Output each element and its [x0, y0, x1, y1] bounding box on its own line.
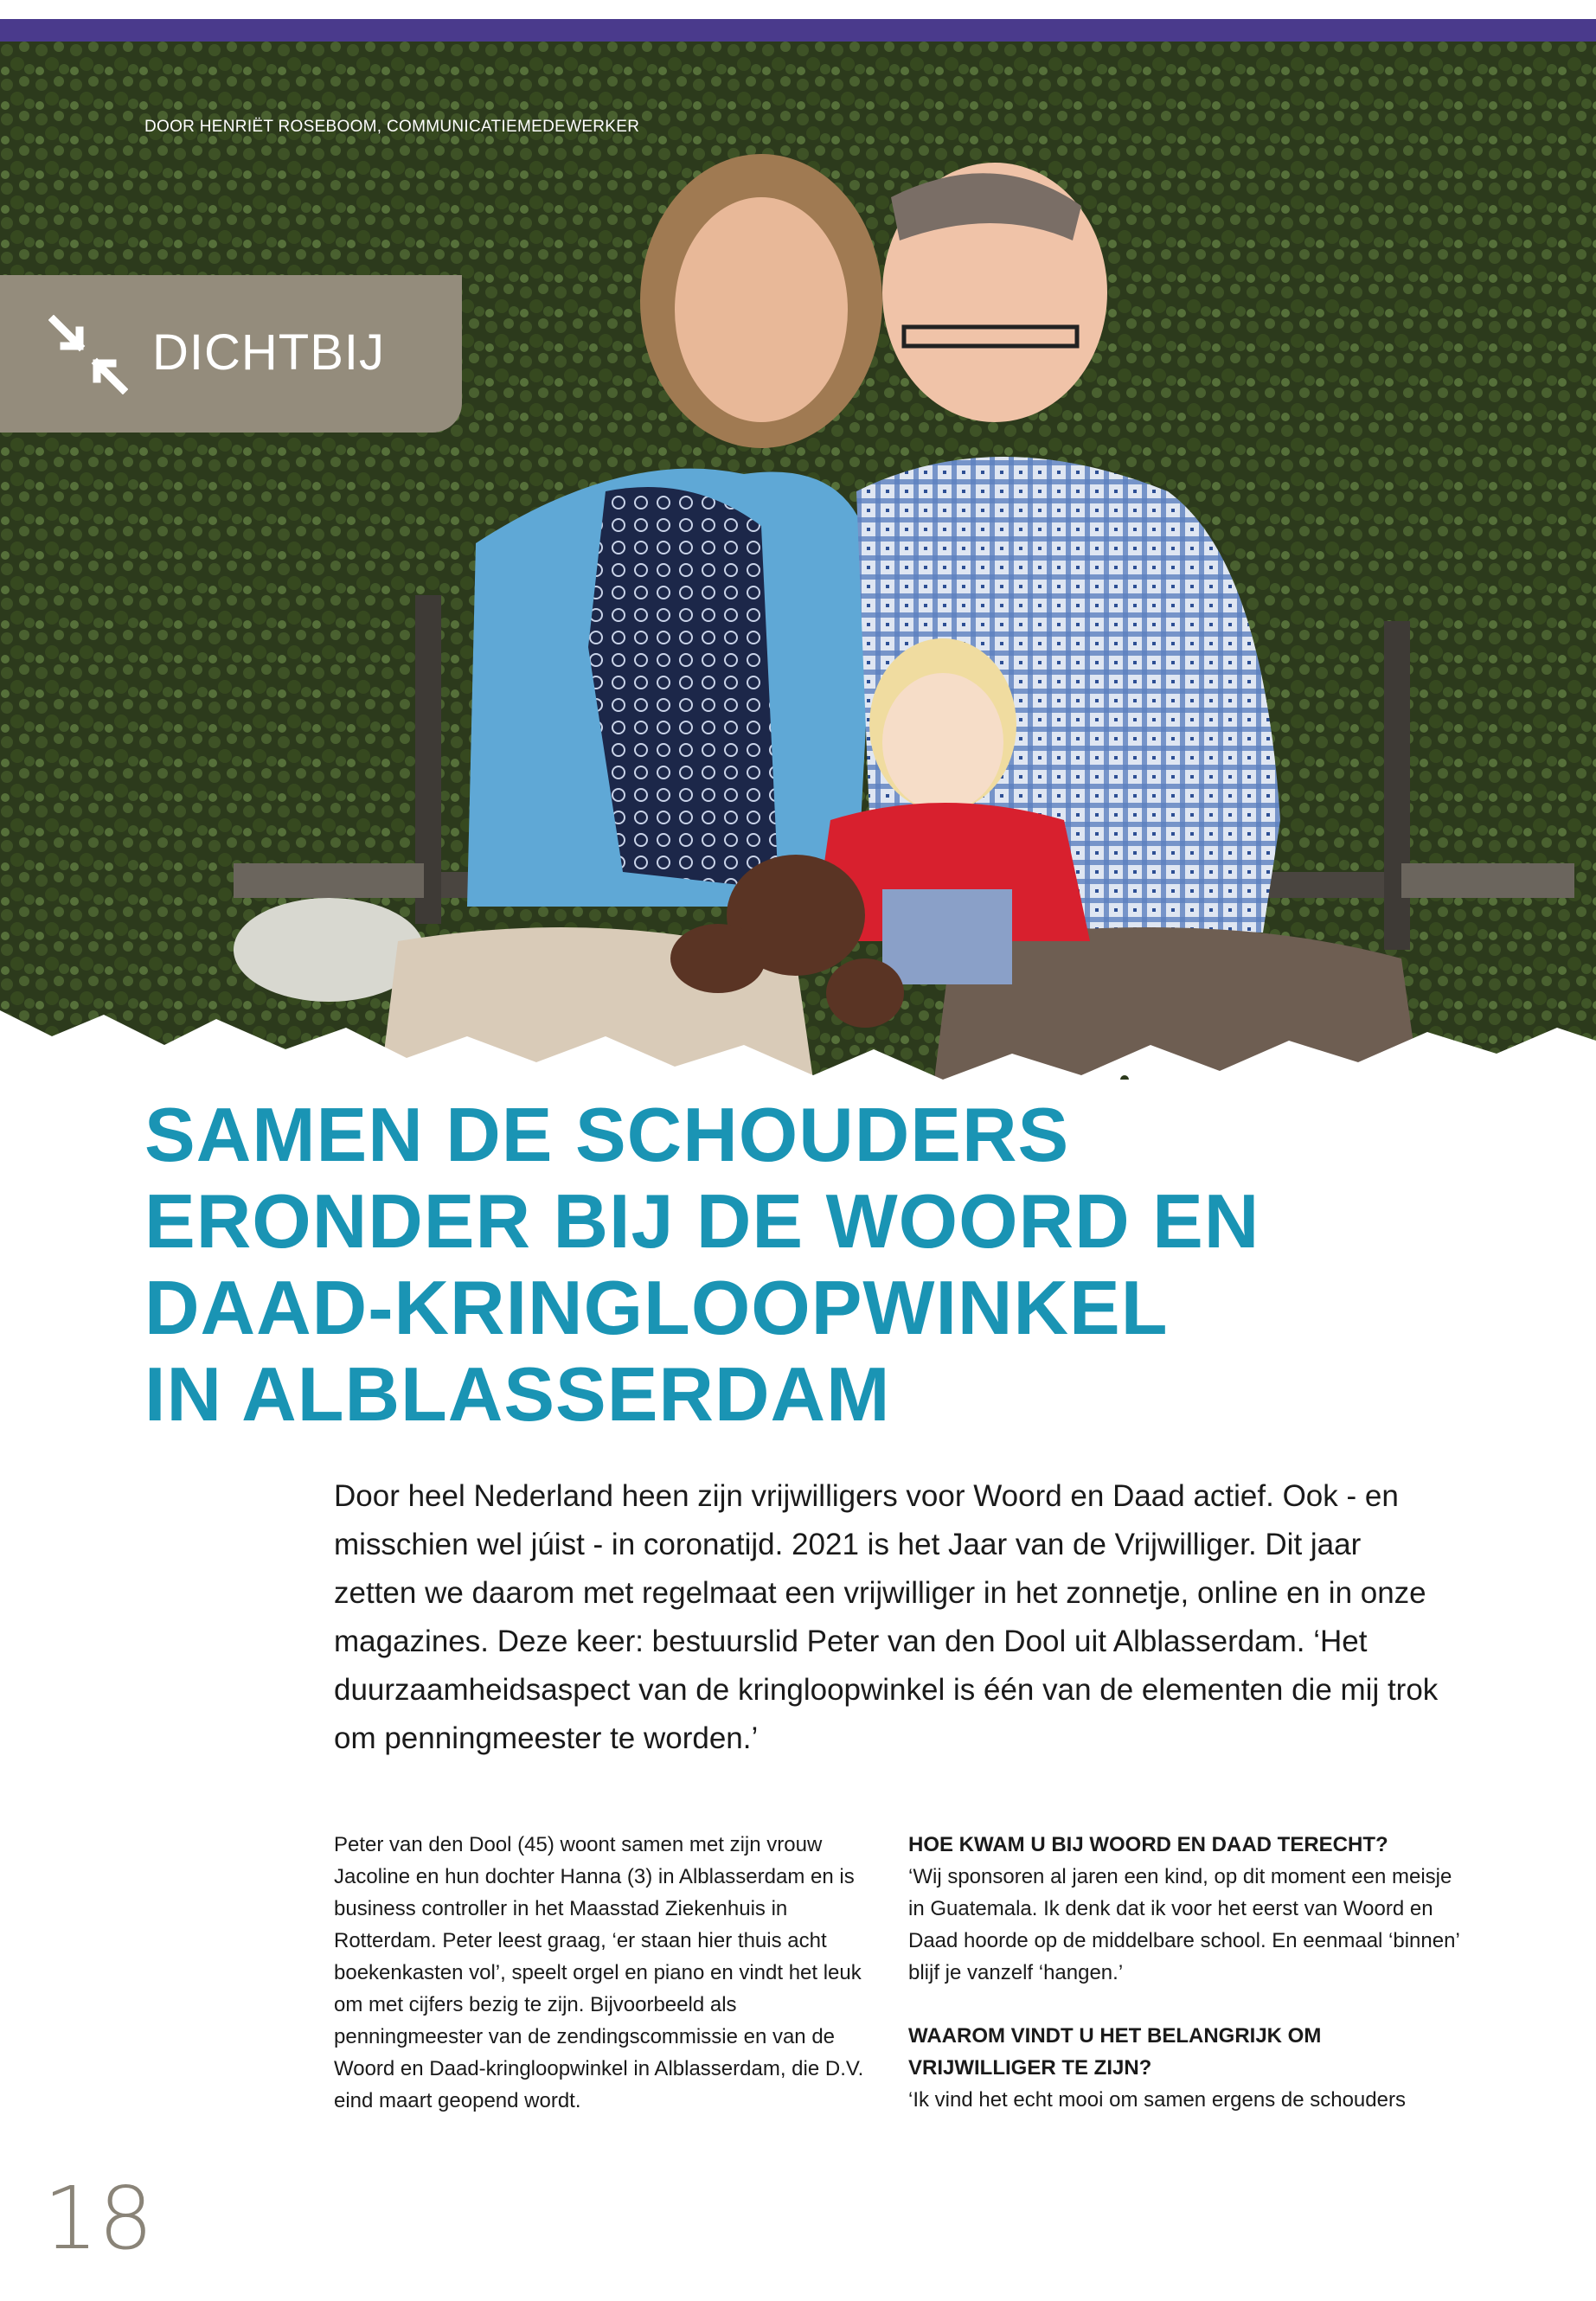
- answer-paragraph: ‘Ik vind het echt mooi om samen ergens de schouders: [908, 2088, 1406, 2112]
- top-accent-bar: [0, 19, 1596, 42]
- section-label: DICHTBIJ: [152, 324, 385, 381]
- headline-line: SAMEN DE SCHOUDERS: [144, 1092, 1070, 1177]
- section-tab: [0, 275, 462, 433]
- headline-line: ERONDER BIJ DE WOORD EN: [144, 1178, 1260, 1264]
- headline-line: IN ALBLASSERDAM: [144, 1351, 891, 1437]
- headline-line: DAAD-KRINGLOOPWINKEL: [144, 1265, 1169, 1350]
- family-photo: [0, 42, 1596, 1080]
- body-column-right: [908, 1829, 1462, 2116]
- headline: [144, 1092, 1442, 1438]
- answer-paragraph: ‘Wij sponsoren al jaren een kind, op dit moment een meisje in Guatemala. Ik denk dat ik voor het eerst van Woord en Daad hoorde op de middelbare school. En eenmaal ‘binnen’ blijf je vanzelf ‘hangen.’: [908, 1865, 1459, 1984]
- body-paragraph: Peter van den Dool (45) woont samen met zijn vrouw Jacoline en hun dochter Hanna (3) in Alblasserdam en is business controller in het Maasstad Ziekenhuis in Rotterdam. Peter leest graag, ‘er staan hier thuis acht boekenkasten vol’, speelt orgel en piano en vindt het leuk om met cijfers bezig te zijn. Bijvoorbeeld als penningmeester van de zendingscommissie en van de Woord en Daad-kringloopwinkel in Alblasserdam, die D.V. eind maart geopend wordt.: [334, 1833, 864, 2112]
- arrows-inward-icon: [48, 315, 128, 394]
- byline: DOOR HENRIËT ROSEBOOM, COMMUNICATIEMEDEWERKER: [144, 118, 640, 136]
- question-heading: WAAROM VINDT U HET BELANGRIJK OM VRIJWILLIGER TE ZIJN?: [908, 2024, 1322, 2080]
- body-column-left: [334, 1829, 870, 2117]
- question-heading: HOE KWAM U BIJ WOORD EN DAAD TERECHT?: [908, 1833, 1388, 1856]
- intro-paragraph: Door heel Nederland heen zijn vrijwilligers voor Woord en Daad actief. Ook - en misschien wel júist - in coronatijd. 2021 is het Jaar van de Vrijwilliger. Dit jaar zetten we daarom met regelmaat een vrijwilliger in het zonnetje, online en in onze magazines. Deze keer: bestuurslid Peter van den Dool uit Alblasserdam. ‘Het duurzaamheidsaspect van de kringloopwinkel is één van de elementen die mij trok om penningmeester te worden.’: [334, 1479, 1439, 1755]
- page-number: 18: [43, 2168, 154, 2269]
